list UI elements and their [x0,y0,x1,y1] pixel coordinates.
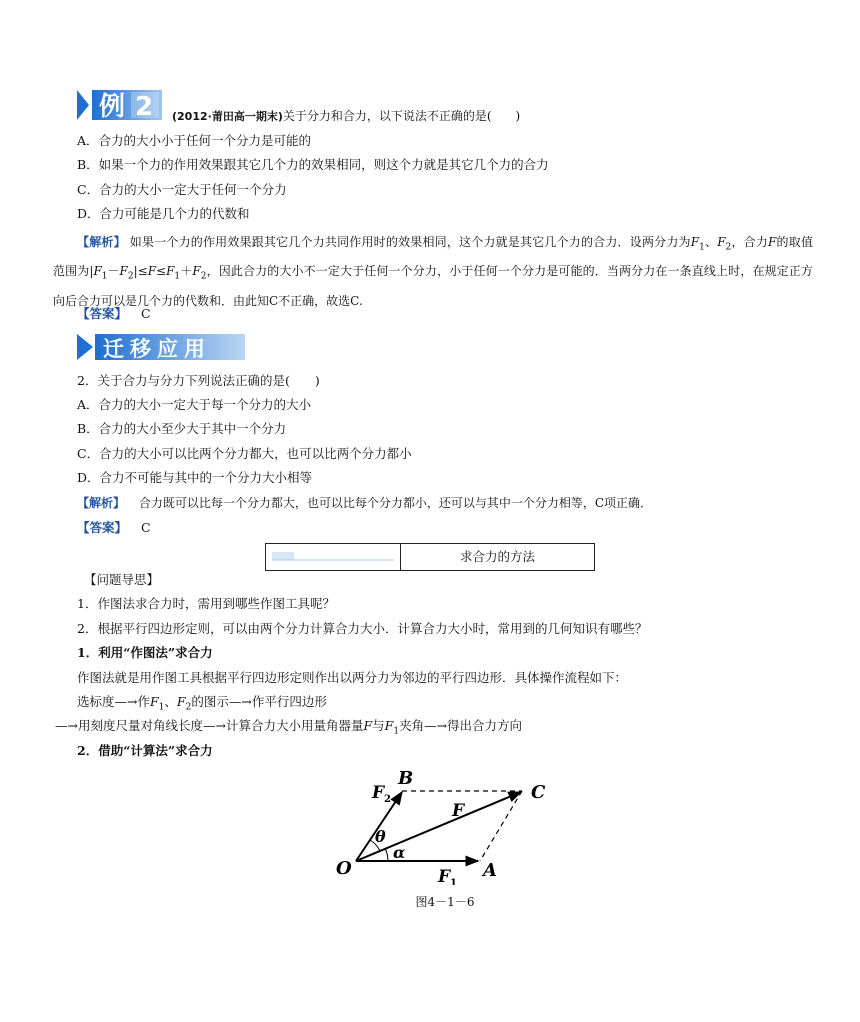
label-f1-sub: 1 [450,878,457,885]
example-question [172,108,520,125]
dashed-ca [480,791,522,861]
label-a: A [483,860,497,881]
flow2-part-c: 夹角—→得出合力方向 [399,718,523,733]
transfer-option-b: B．合力的大小至少大于其中一个分力 [77,421,287,436]
example-analysis-p2: ，合力 [731,235,769,249]
example-option-c: C．合力的大小一定大于任何一个分力 [77,182,287,197]
transfer-option-a: A．合力的大小一定大于每一个分力的大小 [77,397,312,412]
transfer-answer-label: 【答案】 [77,520,128,535]
example-question-text: 关于分力和合力，以下说法不正确的是( ) [282,109,521,123]
section-header-image-cell [266,544,401,570]
example-badge [77,88,167,122]
label-alpha: α [393,843,406,862]
example-answer-label: 【答案】 [77,306,128,321]
parallelogram-figure [330,760,560,885]
example-option-a: A．合力的大小小于任何一个分力是可能的 [77,133,312,148]
flow2-part-a: —→用刻度尺量对角线长度—→计算合力大小用量角器量 [55,718,364,733]
figure-caption: 图4－1－6 [415,895,475,909]
transfer-analysis-label: 【解析】 [77,496,126,510]
transfer-answer [77,520,151,536]
section-header-title: 求合力的方法 [459,549,535,564]
method1-title: 1．利用“作图法”求合力 [77,645,213,660]
method1-description: 作图法就是用作图工具根据平行四边形定则作出以两分力为邻边的平行四边形．具体操作流程如下： [77,670,628,685]
method2-title: 2．借助“计算法”求合力 [77,743,213,758]
example-source: (2012·莆田高一期末) [172,110,283,123]
guide-question-2: 2．根据平行四边形定则，可以由两个分力计算合力大小．计算合力大小时，常用到的几何知识有哪些？ [77,621,648,636]
transfer-banner [77,332,247,362]
angle-alpha-arc [385,848,388,861]
transfer-option-d: D．合力不可能与其中的一个分力大小相等 [77,470,313,485]
transfer-analysis [77,495,652,511]
guide-question-1: 1．作图法求合力时，需用到哪些作图工具呢？ [77,596,335,611]
label-f: F [452,801,465,821]
banner-arrow-icon [77,334,93,360]
badge-number: 2 [135,92,154,122]
label-f2: F [372,783,385,803]
label-c: C [531,782,546,803]
transfer-analysis-text: 合力既可以比每一个分力都大，也可以比每个分力都小，还可以与其中一个分力相等，C项正确． [138,496,653,510]
label-theta: θ [375,827,386,846]
example-answer-value: C [141,306,151,321]
banner-text: 迁移应用 [103,337,211,361]
label-o: O [336,858,352,879]
example-analysis-p1: 如果一个力的作用效果跟其它几个力共同作用时的效果相同，这个力就是其它几个力的合力．设两分力为 [129,235,691,249]
method1-flow-line1: 选标度—→作$F_1$、$F_2$的图示—→作平行四边形 [77,694,327,713]
example-option-d: D．合力可能是几个力的代数和 [77,206,250,221]
transfer-option-c: C．合力的大小可以比两个分力都大，也可以比两个分力都小 [77,446,412,461]
badge-text: 例 [99,92,126,122]
flow1-part-b: 的图示—→作平行四边形 [191,694,327,709]
example-analysis-p3: 的取值范围为 [53,235,813,279]
example-analysis: 【解析】 如果一个力的作用效果跟其它几个力共同作用时的效果相同，这个力就是其它几个力的合力．设两分力为$F_1$、$F_2$，合力F的取值范围为$|F_1-F_2|\le F\le F_1+F_2$，因此合力的大小不一定大于任何一个分力，小于任何一个分力是可能的．当两分力在一条直线上时，在规定正方向后合力可以是几个力的代数和．由此知C不正确，故选C. [53,235,813,308]
method1-flow-line2: —→用刻度尺量对角线长度—→计算合力大小用量角器量F与$F_1$夹角—→得出合力方向 [55,718,523,737]
example-answer [77,306,151,322]
label-f1: F [438,867,451,885]
section-header-decoration-icon [266,544,400,570]
transfer-question: 2．关于合力与分力下列说法正确的是( ) [77,373,320,388]
flow1-part-a: 选标度—→作 [77,694,150,709]
label-f2-sub: 2 [384,794,391,805]
badge-arrow-icon [77,90,89,120]
example-option-b: B．如果一个力的作用效果跟其它几个力的效果相同，则这个力就是其它几个力的合力 [77,157,549,172]
section-header-table [265,543,595,571]
example-analysis-label: 【解析】 [77,235,126,249]
example-analysis-p4: ，因此合力的大小不一定大于任何一个分力，小于任何一个分力是可能的．当两分力在一条直线上时，在规定正方向后合力可以是几个力的代数和．由此知C不正确，故选C. [53,264,813,308]
guide-label: 【问题导思】 [84,572,160,587]
transfer-answer-value: C [141,520,151,535]
label-b: B [398,768,414,789]
flow2-part-b: 与 [372,718,385,733]
